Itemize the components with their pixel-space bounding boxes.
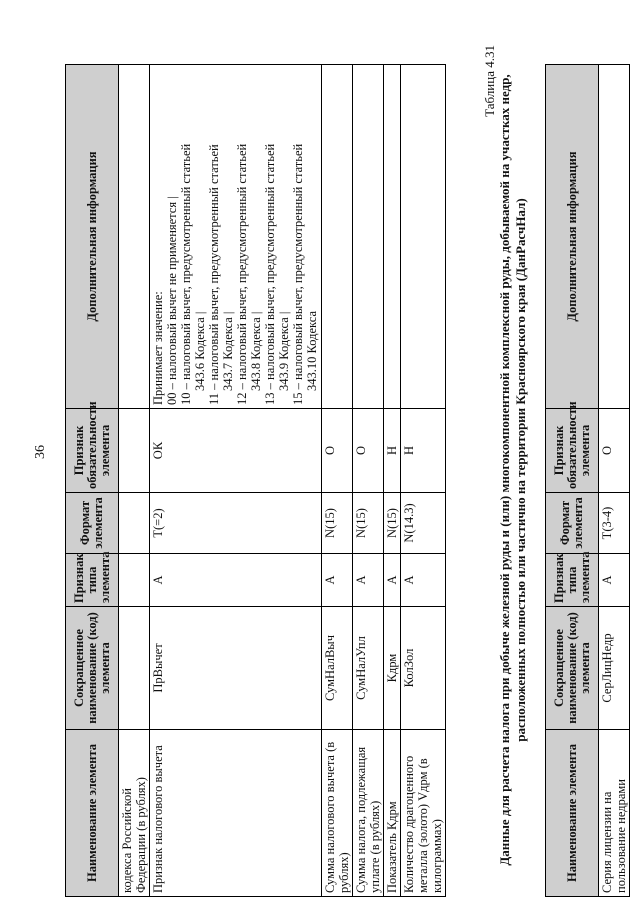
cell-type: А bbox=[150, 554, 322, 607]
header-required: Признак обязательности элемента bbox=[546, 409, 599, 493]
header-required: Признак обязательности элемента bbox=[66, 409, 119, 493]
cell-format: T(3-4) bbox=[599, 493, 630, 554]
cell-format bbox=[119, 493, 150, 554]
cell-code: ПрВычет bbox=[150, 607, 322, 730]
cell-type: А bbox=[401, 554, 446, 607]
table-row bbox=[119, 65, 150, 897]
info-line: 11 – налоговый вычет, предусмотренный статьей bbox=[207, 144, 221, 405]
header-code: Сокращенное наименование (код) элемента bbox=[546, 607, 599, 730]
licence-data-table bbox=[545, 64, 630, 897]
cell-name: Количество драгоценного металла (золото) Vдрм (в килограммах) bbox=[401, 730, 446, 897]
cell-type bbox=[119, 554, 150, 607]
table-title: Данные для расчета налога при добыче железной руды и (или) многокомпонентной комплексной руды, добываемой на участках недр, расположенных полностью или частично на территории Красноярского края (ДанРасчНал) bbox=[497, 74, 528, 866]
table-header-row bbox=[546, 65, 599, 897]
cell-info bbox=[150, 65, 322, 409]
cell-type: А bbox=[599, 554, 630, 607]
cell-name: Признак налогового вычета bbox=[150, 730, 322, 897]
cell-info bbox=[401, 65, 446, 409]
cell-code: СумНалУпл bbox=[353, 607, 384, 730]
table-row bbox=[322, 65, 353, 897]
header-code: Сокращенное наименование (код) элемента bbox=[66, 607, 119, 730]
cell-type: А bbox=[353, 554, 384, 607]
info-line: 13 – налоговый вычет, предусмотренный статьей bbox=[263, 143, 277, 405]
cell-code: КолЗол bbox=[401, 607, 446, 730]
cell-required: О bbox=[353, 409, 384, 493]
header-format: Формат элемента bbox=[66, 493, 119, 554]
info-line: 10 – налоговый вычет, предусмотренный статьей bbox=[179, 143, 193, 405]
info-line: 15 – налоговый вычет, предусмотренный статьей bbox=[291, 143, 305, 405]
cell-name: Серия лицензии на пользование недрами bbox=[599, 730, 630, 897]
header-format: Формат элемента bbox=[546, 493, 599, 554]
table-body bbox=[599, 65, 630, 897]
cell-info bbox=[384, 65, 401, 409]
table-row bbox=[599, 65, 630, 897]
table-row bbox=[401, 65, 446, 897]
cell-format: N(14.3) bbox=[401, 493, 446, 554]
cell-name: Сумма налога, подлежащая уплате (в рублях) bbox=[353, 730, 384, 897]
cell-required: ОК bbox=[150, 409, 322, 493]
page-number: 36 bbox=[33, 445, 48, 459]
info-line: 00 – налоговый вычет не применяется | bbox=[165, 196, 179, 405]
table-row bbox=[150, 65, 322, 897]
info-line: 343.7 Кодекса | bbox=[221, 311, 235, 391]
cell-code: Кдрм bbox=[384, 607, 401, 730]
cell-required: Н bbox=[384, 409, 401, 493]
cell-format: N(15) bbox=[384, 493, 401, 554]
cell-name: кодекса Российской Федерации (в рублях) bbox=[119, 730, 150, 897]
header-type: Признак типа элемента bbox=[546, 554, 599, 607]
cell-required bbox=[119, 409, 150, 493]
info-line: 343.6 Кодекса | bbox=[193, 311, 207, 391]
cell-info bbox=[353, 65, 384, 409]
cell-info bbox=[599, 65, 630, 409]
cell-format: N(15) bbox=[322, 493, 353, 554]
info-line: 12 – налоговый вычет, предусмотренный статьей bbox=[235, 143, 249, 405]
cell-code: СерЛицНедр bbox=[599, 607, 630, 730]
header-name: Наименование элемента bbox=[546, 730, 599, 897]
header-info: Дополнительная информация bbox=[66, 65, 119, 409]
cell-required: О bbox=[322, 409, 353, 493]
table-body bbox=[119, 65, 446, 897]
table-number: Таблица 4.31 bbox=[482, 45, 497, 117]
cell-required: Н bbox=[401, 409, 446, 493]
cell-code bbox=[119, 607, 150, 730]
cell-required: О bbox=[599, 409, 630, 493]
cell-format: T(=2) bbox=[150, 493, 322, 554]
header-info: Дополнительная информация bbox=[546, 65, 599, 409]
header-type: Признак типа элемента bbox=[66, 554, 119, 607]
cell-code: СумНалВыч bbox=[322, 607, 353, 730]
table-row bbox=[353, 65, 384, 897]
table-row bbox=[384, 65, 401, 897]
info-line: 343.8 Кодекса | bbox=[249, 311, 263, 391]
cell-name: Показатель Кдрм bbox=[384, 730, 401, 897]
header-name: Наименование элемента bbox=[66, 730, 119, 897]
info-line: 343.10 Кодекса bbox=[305, 310, 319, 391]
cell-info bbox=[322, 65, 353, 409]
cell-type: А bbox=[322, 554, 353, 607]
table-header-row bbox=[66, 65, 119, 897]
cell-format: N(15) bbox=[353, 493, 384, 554]
cell-info bbox=[119, 65, 150, 409]
info-line: 343.9 Кодекса | bbox=[277, 311, 291, 391]
info-line: Принимает значение: bbox=[151, 291, 165, 405]
cell-name: Сумма налогового вычета (в рублях) bbox=[322, 730, 353, 897]
elements-table-continued bbox=[65, 64, 446, 897]
cell-type: А bbox=[384, 554, 401, 607]
